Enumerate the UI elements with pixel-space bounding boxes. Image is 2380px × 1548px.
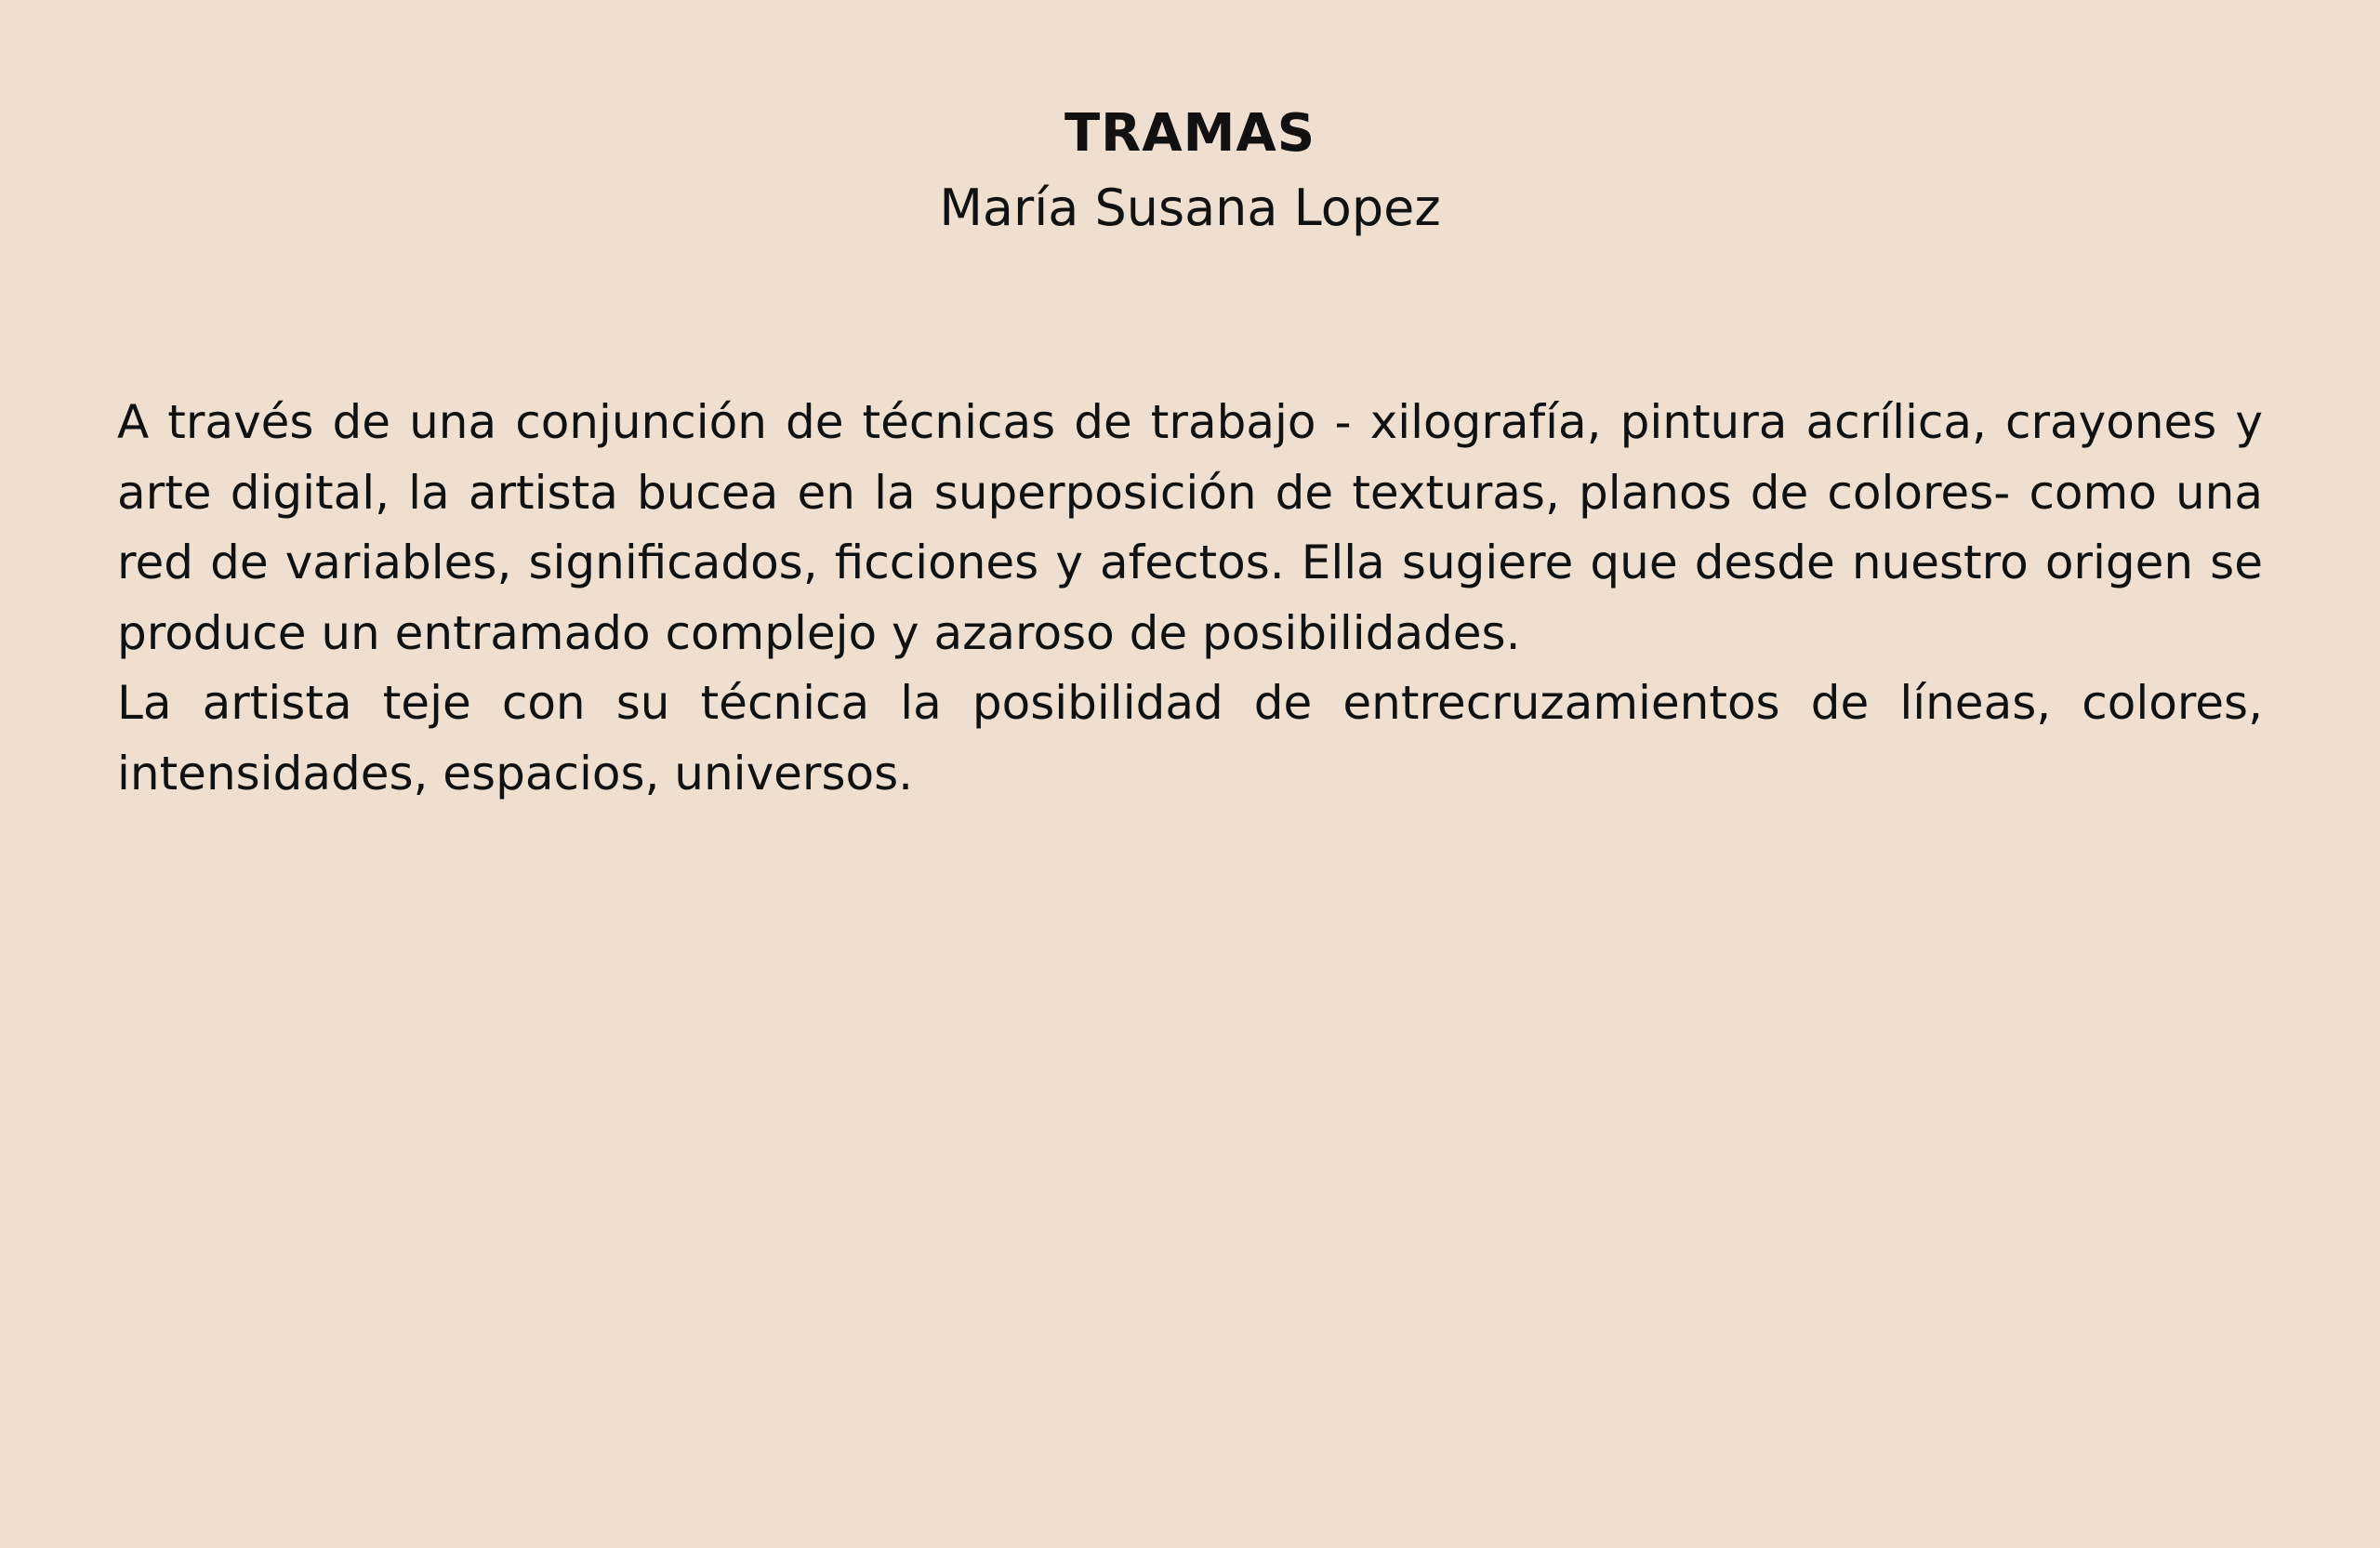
body-paragraph: A través de una conjunción de técnicas de trabajo - xilografía, pintura acrílica, crayones y arte digital, la artista bucea en la superposición de texturas, planos de colores- como una red de variables, significados, ficciones y afectos. Ella sugiere que desde nuestro origen se produce un entramado complejo y azaroso de posibilidades. (117, 395, 2263, 660)
author-name: María Susana Lopez (939, 179, 1441, 237)
body-text (117, 388, 2263, 809)
body-paragraph: La artista teje con su técnica la posibilidad de entrecruzamientos de líneas, colores, intensidades, espacios, universos. (117, 676, 2263, 800)
document-title: TRAMAS (1064, 103, 1316, 164)
